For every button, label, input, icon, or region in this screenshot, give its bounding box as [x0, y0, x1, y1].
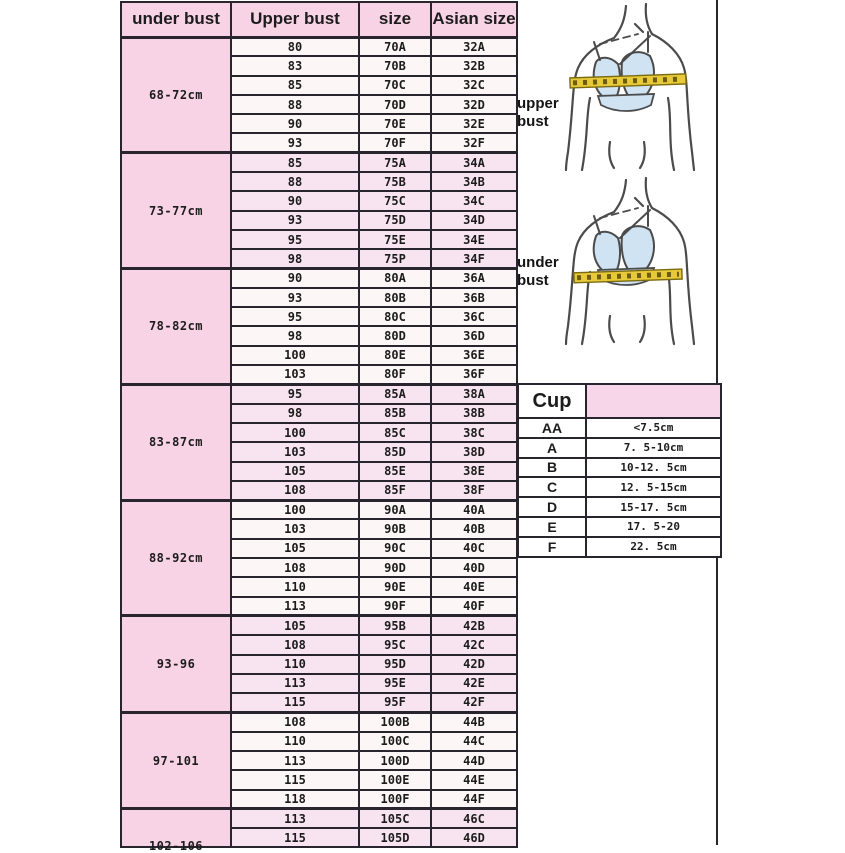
size-cell: 113 — [231, 597, 359, 616]
size-cell: 105 — [231, 462, 359, 481]
size-cell: 44B — [431, 712, 517, 731]
col-header-size: size — [359, 2, 431, 37]
group-label: 78-82cm — [121, 269, 231, 385]
size-cell: 75B — [359, 172, 431, 191]
size-cell: 42B — [431, 616, 517, 635]
size-cell: 90C — [359, 539, 431, 558]
size-cell: 98 — [231, 404, 359, 423]
size-cell: 98 — [231, 326, 359, 345]
size-cell: 93 — [231, 211, 359, 230]
size-cell: 42F — [431, 693, 517, 712]
size-cell: 36C — [431, 307, 517, 326]
size-cell: 108 — [231, 712, 359, 731]
size-cell: 80D — [359, 326, 431, 345]
size-cell: 105C — [359, 809, 431, 828]
size-row — [121, 37, 517, 56]
size-cell: 32D — [431, 95, 517, 114]
size-cell: 40F — [431, 597, 517, 616]
cup-row — [518, 438, 721, 458]
cup-letter-cell: E — [518, 517, 586, 537]
size-cell: 44C — [431, 732, 517, 751]
size-cell: 108 — [231, 481, 359, 500]
cup-row — [518, 497, 721, 517]
group-label: 73-77cm — [121, 153, 231, 269]
size-cell: 95 — [231, 230, 359, 249]
size-cell: 85A — [359, 384, 431, 403]
size-cell: 100E — [359, 770, 431, 789]
cup-header: Cup — [518, 384, 586, 418]
cup-letter-cell: C — [518, 477, 586, 497]
size-cell: 100 — [231, 346, 359, 365]
size-cell: 105 — [231, 616, 359, 635]
size-cell: 110 — [231, 577, 359, 596]
size-cell: 32F — [431, 133, 517, 152]
size-cell: 85B — [359, 404, 431, 423]
size-cell: 105D — [359, 828, 431, 847]
size-cell: 80E — [359, 346, 431, 365]
size-cell: 40E — [431, 577, 517, 596]
size-cell: 105 — [231, 539, 359, 558]
cup-range-cell: 10-12. 5cm — [586, 458, 721, 478]
upper-bust-diagram-illustration — [540, 2, 712, 170]
size-cell: 70C — [359, 76, 431, 95]
col-header-under-bust: under bust — [121, 2, 231, 37]
size-cell: 38A — [431, 384, 517, 403]
size-cell: 36D — [431, 326, 517, 345]
size-cell: 100F — [359, 790, 431, 809]
size-cell: 83 — [231, 56, 359, 75]
size-cell: 85F — [359, 481, 431, 500]
size-cell: 38D — [431, 442, 517, 461]
size-row — [121, 269, 517, 288]
size-cell: 80A — [359, 269, 431, 288]
size-cell: 40C — [431, 539, 517, 558]
size-table-body — [121, 37, 517, 853]
cup-range-cell: 7. 5-10cm — [586, 438, 721, 458]
size-cell: 36E — [431, 346, 517, 365]
size-cell: 110 — [231, 655, 359, 674]
size-cell: 85E — [359, 462, 431, 481]
size-cell: 38F — [431, 481, 517, 500]
size-cell: 90 — [231, 269, 359, 288]
size-cell: 36B — [431, 288, 517, 307]
size-cell: 75A — [359, 153, 431, 172]
size-row — [121, 500, 517, 519]
size-cell: 90B — [359, 519, 431, 538]
size-cell: 38C — [431, 423, 517, 442]
cup-letter-cell: F — [518, 537, 586, 557]
group-label: 88-92cm — [121, 500, 231, 616]
size-cell: 36A — [431, 269, 517, 288]
group-label: 97-101 — [121, 712, 231, 808]
size-cell: 44D — [431, 751, 517, 770]
size-cell: 95 — [231, 384, 359, 403]
cup-header-row — [518, 384, 721, 418]
cup-row — [518, 517, 721, 537]
size-cell: 40B — [431, 519, 517, 538]
size-cell: 70B — [359, 56, 431, 75]
header-row — [121, 2, 517, 37]
size-cell: 115 — [231, 770, 359, 789]
cup-row — [518, 537, 721, 557]
cup-letter-cell: B — [518, 458, 586, 478]
size-cell: 115 — [231, 828, 359, 847]
size-cell: 110 — [231, 732, 359, 751]
size-cell: 100B — [359, 712, 431, 731]
cup-letter-cell: AA — [518, 418, 586, 438]
size-cell: 85 — [231, 153, 359, 172]
size-cell: 46D — [431, 828, 517, 847]
size-cell: 80F — [359, 365, 431, 384]
size-cell: 70A — [359, 37, 431, 56]
size-cell: 103 — [231, 519, 359, 538]
size-cell: 46C — [431, 809, 517, 828]
size-cell: 88 — [231, 95, 359, 114]
size-cell: 34A — [431, 153, 517, 172]
size-cell: 95 — [231, 307, 359, 326]
size-cell: 90F — [359, 597, 431, 616]
size-cell: 70E — [359, 114, 431, 133]
size-cell: 34E — [431, 230, 517, 249]
size-cell: 95B — [359, 616, 431, 635]
size-cell: 32B — [431, 56, 517, 75]
size-cell: 85C — [359, 423, 431, 442]
size-cell: 113 — [231, 809, 359, 828]
size-cell: 80C — [359, 307, 431, 326]
size-cell: 90 — [231, 114, 359, 133]
size-cell: 75D — [359, 211, 431, 230]
size-cell: 95D — [359, 655, 431, 674]
col-header-upper-bust: Upper bust — [231, 2, 359, 37]
size-cell: 85D — [359, 442, 431, 461]
size-cell: 100 — [231, 500, 359, 519]
size-cell: 90A — [359, 500, 431, 519]
size-cell: 98 — [231, 249, 359, 268]
cup-range-cell: <7.5cm — [586, 418, 721, 438]
size-cell: 75P — [359, 249, 431, 268]
group-label: 102-106 — [121, 809, 231, 848]
size-cell: 36F — [431, 365, 517, 384]
size-cell: 93 — [231, 133, 359, 152]
size-cell: 40D — [431, 558, 517, 577]
size-cell: 42C — [431, 635, 517, 654]
size-cell: 103 — [231, 442, 359, 461]
size-row — [121, 616, 517, 635]
size-cell: 32A — [431, 37, 517, 56]
size-cell: 34C — [431, 191, 517, 210]
cup-row — [518, 418, 721, 438]
size-cell: 113 — [231, 674, 359, 693]
size-cell: 90 — [231, 191, 359, 210]
size-cell: 70D — [359, 95, 431, 114]
size-cell: 100 — [231, 423, 359, 442]
size-cell: 34B — [431, 172, 517, 191]
size-cell: 42E — [431, 674, 517, 693]
size-cell: 100C — [359, 732, 431, 751]
size-cell: 103 — [231, 365, 359, 384]
size-cell: 32C — [431, 76, 517, 95]
size-cell: 75C — [359, 191, 431, 210]
size-cell: 113 — [231, 751, 359, 770]
size-row — [121, 153, 517, 172]
cup-table-body — [518, 418, 721, 557]
size-cell: 90D — [359, 558, 431, 577]
group-label: 83-87cm — [121, 384, 231, 500]
cup-range-cell: 15-17. 5cm — [586, 497, 721, 517]
cup-size-table — [517, 383, 722, 558]
size-cell: 88 — [231, 172, 359, 191]
size-cell: 90E — [359, 577, 431, 596]
size-cell: 34F — [431, 249, 517, 268]
size-row — [121, 809, 517, 828]
size-cell: 108 — [231, 558, 359, 577]
size-chart-table — [120, 1, 518, 853]
size-cell: 95C — [359, 635, 431, 654]
size-cell: 93 — [231, 288, 359, 307]
cup-row — [518, 458, 721, 478]
size-cell: 80B — [359, 288, 431, 307]
under-bust-diagram-illustration — [540, 176, 712, 344]
size-cell: 70F — [359, 133, 431, 152]
size-cell: 38B — [431, 404, 517, 423]
cup-letter-cell: A — [518, 438, 586, 458]
size-cell: 80 — [231, 37, 359, 56]
group-label: 68-72cm — [121, 37, 231, 153]
cup-range-cell: 22. 5cm — [586, 537, 721, 557]
size-row — [121, 712, 517, 731]
size-cell: 100D — [359, 751, 431, 770]
cup-letter-cell: D — [518, 497, 586, 517]
cup-range-cell: 17. 5-20 — [586, 517, 721, 537]
cup-row — [518, 477, 721, 497]
under-bust-label: under bust — [517, 254, 559, 289]
size-cell: 38E — [431, 462, 517, 481]
size-cell: 44F — [431, 790, 517, 809]
size-cell: 95F — [359, 693, 431, 712]
cup-range-cell: 12. 5-15cm — [586, 477, 721, 497]
size-cell: 42D — [431, 655, 517, 674]
size-cell: 108 — [231, 635, 359, 654]
upper-bust-label: upper bust — [517, 95, 559, 130]
size-row — [121, 384, 517, 403]
group-label: 93-96 — [121, 616, 231, 712]
size-cell: 85 — [231, 76, 359, 95]
size-cell: 32E — [431, 114, 517, 133]
size-cell: 75E — [359, 230, 431, 249]
col-header-asian-size: Asian size — [431, 2, 517, 37]
size-cell: 118 — [231, 790, 359, 809]
cup-header-blank — [586, 384, 721, 418]
measuring-tape-upper — [570, 74, 686, 88]
size-cell: 95E — [359, 674, 431, 693]
size-cell: 34D — [431, 211, 517, 230]
size-cell: 40A — [431, 500, 517, 519]
size-cell: 115 — [231, 693, 359, 712]
size-cell: 44E — [431, 770, 517, 789]
